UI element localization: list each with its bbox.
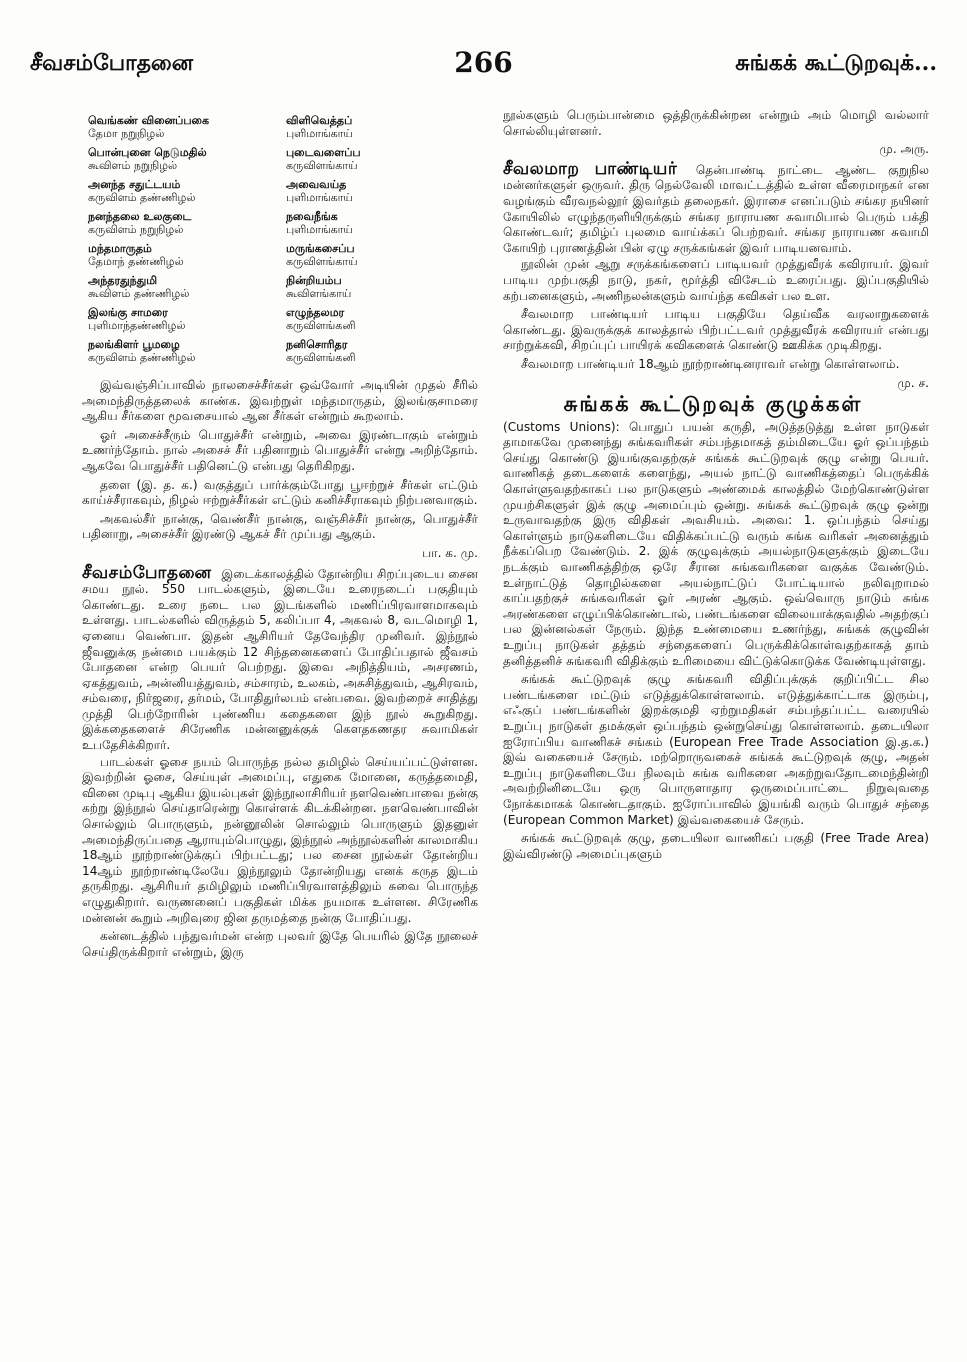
entry-jivasambodhanai bbox=[82, 562, 478, 754]
verse-cell bbox=[88, 242, 286, 268]
verse-cell bbox=[286, 306, 456, 332]
right-column bbox=[503, 108, 929, 1342]
verse-word: நனிசொரிதர bbox=[286, 338, 348, 351]
paragraph: இவ்வஞ்சிப்பாவில் நாலசைச்சீர்கள் ஒவ்வோர் அடியின் முதல் சீரில் அமைந்திருத்தலைக் காண்க. இவற்றுள் மந்தமாருதம், இலங்குசாமரை ஆகிய சீர்களை மூவசையால் ஆன சீர்கள் என்றும் கூறலாம். bbox=[82, 378, 478, 424]
paragraph: நூல்களும் பெரும்பான்மை ஒத்திருக்கின்றன என்றும் அம் மொழி வல்லார் சொல்லியுள்ளனர். bbox=[503, 108, 929, 138]
entry-heading: சீவலமாற பாண்டியர் bbox=[503, 158, 678, 179]
verse-pattern: கருவிளம் தண்ணிழல் bbox=[88, 351, 196, 364]
verse-pattern: கருவிளங்கனி bbox=[286, 351, 356, 364]
left-column bbox=[82, 108, 478, 1342]
verse-cell bbox=[88, 114, 286, 140]
verse-word: மருங்கசைப்ப bbox=[286, 242, 355, 255]
verse-cell bbox=[88, 210, 286, 236]
paragraph: கன்னடத்தில் பந்துவர்மன் என்ற புலவர் இதே பெயரில் இதே நூலைச் செய்திருக்கிறார் என்றும், இரு bbox=[82, 929, 478, 959]
verse-word: எழுந்தலமர bbox=[286, 306, 345, 319]
paragraph: சுங்கக் கூட்டுறவுக் குழு, தடையிலா வாணிகப் பகுதி (Free Trade Area) இவ்விரண்டு அமைப்புகளும் bbox=[503, 831, 929, 861]
verse-pattern: கூவிளம் தண்ணிழல் bbox=[88, 287, 190, 300]
paragraph: சீவலமாற பாண்டியர் 18ஆம் நூற்றாண்டினராவர் என்று கொள்ளலாம். bbox=[521, 356, 900, 371]
verse-cell bbox=[286, 178, 456, 204]
verse-pattern: புளிமாங்காய் bbox=[286, 223, 353, 236]
verse-pattern: கருவிளம் தண்ணிழல் bbox=[88, 191, 196, 204]
verse-pattern: கருவிளம் நறுநிழல் bbox=[88, 223, 184, 236]
verse-cell bbox=[286, 146, 456, 172]
verse-cell bbox=[286, 338, 456, 364]
entry-body: தென்பாண்டி நாட்டை ஆண்ட குறுநில மன்னர்களுள் ஒருவர். திரு நெல்வேலி மாவட்டத்தில் உள்ள வீரைமாநகர் என வழங்கும் வீரவநல்லூர் இவர்தம் தலைநகர். இராசை எனப்படும் சங்கர நயினர் கோயிலில் எழுந்தருளியிருக்கும் சங்கர நாராயண சுவாமிபால் பெரும் பக்தி கொண்டவர்; தமிழ்ப் புலமை வாய்க்கப் பெற்றவர். சங்கர நாராயண சுவாமி கோயிற் புராணத்தின் பின் ஏழு சருக்கங்கள் இவர் பாடியனவாம். bbox=[503, 162, 929, 255]
entry-sivalamara-pandiyar bbox=[503, 158, 929, 257]
header-right-title: சுங்கக் கூட்டுறவுக்... bbox=[735, 50, 937, 76]
verse-word: நனந்தலை உலகுடை bbox=[88, 210, 192, 223]
verse-table bbox=[82, 108, 478, 378]
verse-word: நலங்கிளர் பூமழை bbox=[88, 338, 180, 351]
verse-pattern: கூவிளங்காய் bbox=[286, 287, 352, 300]
paragraph: அகவல்சீர் நான்கு, வெண்சீர் நான்கு, வஞ்சிச்சீர் நான்கு, பொதுச்சீர் பதினாறு, அசைச்சீர் இரண்டு ஆகச் சீர் முப்பது ஆகும். bbox=[82, 511, 478, 542]
verse-pattern: கருவிளங்காய் bbox=[286, 159, 358, 172]
entry-body: இடைக்காலத்தில் தோன்றிய சிறப்புடைய சைன சமய நூல். 550 பாடல்களும், இடையே உரைநடைப் பகுதியும் கொண்டது. உரை நடை பல இடங்களில் மணிப்பிரவாளமாகவும் உள்ளது. பாடல்களில் விருத்தம் 5, கலிப்பா 4, அகவல் 8, வடமொழி 1, ஏனைய வெண்பா. இதன் ஆசிரியர் தேவேந்திர முனிவர். இந்நூல் ஜீவனுக்கு நன்மை பயக்கும் 12 சிந்தனைகளைப் போதிப்பதால் ஜீவசம் போதனை என்ற பெயர் பெற்றது. இவை அநித்தியம், அசரணம், ஏகத்துவம், அன்னியத்துவம், சம்சாரம், உலகம், அசுசித்துவம், ஆசிரவம், சம்வரை, நிர்ஜரை, தர்மம், போதிதுர்லபம் என்பவை. இவற்றைச் சாதித்து முத்தி பெற்றோரின் புண்ணிய கதைகளை இந் நூல் கூறுகிறது. இக்கதைகளைச் சிரேணிக மன்னனுக்குக் கௌதகணதர சுவாமிகள் உபதேசிக்கிறார். bbox=[82, 566, 478, 753]
verse-pattern: புளிமாங்காய் bbox=[286, 191, 353, 204]
verse-pattern: தேமா நறுநிழல் bbox=[88, 127, 165, 140]
verse-cell bbox=[88, 306, 286, 332]
verse-cell bbox=[88, 178, 286, 204]
verse-pattern: கருவிளங்காய் bbox=[286, 255, 358, 268]
author-initials: பா. க. மு. bbox=[422, 545, 478, 560]
page-number: 266 bbox=[454, 46, 513, 79]
verse-word: அந்தரதுந்துமி bbox=[88, 274, 158, 287]
verse-pattern: புளிமாந்தண்ணிழல் bbox=[88, 319, 186, 332]
verse-word: வெங்கண் வினைப்பகை bbox=[88, 114, 209, 127]
author-initials: மு. ச. bbox=[897, 375, 929, 390]
verse-cell bbox=[286, 242, 456, 268]
verse-cell bbox=[88, 274, 286, 300]
verse-pattern: கருவிளங்கனி bbox=[286, 319, 356, 332]
verse-word: நின்றியம்ப bbox=[286, 274, 342, 287]
verse-cell bbox=[88, 146, 286, 172]
verse-word: அனந்த சதுட்டயம் bbox=[88, 178, 181, 191]
entry-heading: சீவசம்போதனை bbox=[82, 562, 212, 583]
paragraph: சுங்கக் கூட்டுறவுக் குழு சுங்கவரி விதிப்புக்குக் குறிப்பிட்ட சில பண்டங்களை மட்டும் எடுத்துக்கொள்ளலாம். எடுத்துக்காட்டாக இரும்பு, எஃகுப் பண்டங்களின் இறக்குமதி ஏற்றுமதிகள் சம்பந்தப்பட்ட வரையில் உறுப்பு நாடுகள் தமக்குள் ஒப்பந்தம் ஒன்றுசெய்து கொள்ளலாம். தடையிலா ஐரோப்பிய வாணிகச் சங்கம் (European Free Trade Association இ.த.க.) இவ் வகையைச் சேரும். மற்றொருவகைச் சுங்கக் கூட்டுறவுக் குழு, அதன் உறுப்பு நாடுகளிடையே நிலவும் சுங்க வரிகளை அகற்றுவதோடமைந்தின்றி அவற்றினிடையே ஒரு பொருளாதார ஒருமைப்பாட்டை நிறுவுவதை நோக்கமாகக் கொண்டதாகும். ஐரோப்பாவில் இயங்கி வரும் பொதுச் சந்தை (European Common Market) இவ்வகையைச் சேரும். bbox=[503, 672, 929, 827]
paragraph: தளை (இ. த. க.) வகுத்துப் பார்க்கும்போது பூஈற்றுச் சீர்கள் எட்டும் காய்ச்சீராகவும், நிழல் ஈற்றுச்சீர்கள் எட்டும் கனிச்சீராகவும் நிற்பனவாகும். bbox=[82, 477, 478, 508]
running-header bbox=[30, 46, 937, 86]
paragraph: ஓர் அசைச்சீரும் பொதுச்சீர் என்றும், அவை இரண்டாகும் என்றும் உணர்ந்தோம். நால் அசைச் சீர் பதினாறும் பொதுச்சீர் என்று அறிந்தோம். ஆகவே பொதுச்சீர் பதினெட்டு என்பது தெரிகிறது. bbox=[82, 427, 478, 473]
verse-word: விளிவெத்தப் bbox=[286, 114, 353, 127]
verse-word: இலங்கு சாமரை bbox=[88, 306, 168, 319]
verse-pattern: புளிமாங்காய் bbox=[286, 127, 353, 140]
verse-pattern: கூவிளம் நறுநிழல் bbox=[88, 159, 178, 172]
entry-heading: சுங்கக் கூட்டுறவுக் குழுக்கள் bbox=[563, 392, 863, 417]
author-initials: மு. அரு. bbox=[879, 142, 929, 157]
verse-cell bbox=[286, 210, 456, 236]
paragraph: பாடல்கள் ஓசை நயம் பொருந்த நல்ல தமிழில் செய்யப்பட்டுள்ளன. இவற்றின் ஓசை, செய்யுள் அமைப்பு, எதுகை மோனை, கருத்தமைதி, வினை முடிபு ஆகிய இயல்புகள் இந்நூலாசிரியர் நளவெண்பாவை நன்கு கற்று இந்நூல் செய்தாரென்று கொள்ளக் கிடக்கின்றன. நளவெண்பாவின் சொல்லும் பொருளும், நன்னூலின் சொல்லும் பொருளும் இதனுள் அமைந்திருப்பதை ஆராயும்பொழுது, இந்நூல் அந்நூல்களின் காலமாகிய 18ஆம் நூற்றாண்டுக்குப் பிற்பட்டது; பல சைன நூல்கள் தோன்றிய 14ஆம் நூற்றாண்டிலேயே இந்நூலும் தோன்றியது எனக் கருத இடம் தருகிறது. ஆசிரியர் தமிழிலும் மணிப்பிரவாளத்திலும் சுவை பொருந்த எழுதுகிறார். வருணனைப் பகுதிகள் மிக்க நயமாக உள்ளன. சிரேணிக மன்னன் கூறும் அறிவுரை ஜின தருமத்தை நன்கு போதிப்பது. bbox=[82, 754, 478, 925]
header-left-title: சீவசம்போதனை bbox=[30, 50, 194, 76]
verse-cell bbox=[286, 114, 456, 140]
verse-word: நவைநீங்க bbox=[286, 210, 338, 223]
entry-customs-unions-heading-wrap bbox=[503, 392, 929, 417]
paragraph: சீவலமாற பாண்டியர் பாடிய பகுதியே தெய்வீக வரலாறுகளைக் கொண்டது. இவருக்குக் காலத்தால் பிற்பட்டவர் முத்துவீரக் கவிராயர் என்பது சாற்றுக்கவி, சிறப்புப் பாயிரக் கவிகளைக் கொண்டு ஊகிக்க முடிகிறது. bbox=[503, 307, 929, 353]
paragraph: நூலின் முன் ஆறு சருக்கங்களைப் பாடியவர் முத்துவீரக் கவிராயர். இவர் பாடிய முற்பகுதி நாடு, நகர், மூர்த்தி விசேடம் உரைப்பது. இப்பகுதியில் கற்பனைகளும், அணிநலன்களும் வாய்ந்த கவிகள் பல உள. bbox=[503, 257, 929, 303]
verse-word: மந்தமாருதம் bbox=[88, 242, 152, 255]
verse-word: அவைவய்த bbox=[286, 178, 347, 191]
verse-word: புடைவளைப்ப bbox=[286, 146, 361, 159]
verse-pattern: தேமாந் தண்ணிழல் bbox=[88, 255, 184, 268]
verse-word: பொன்புனை நெடுமதில் bbox=[88, 146, 207, 159]
entry-body: (Customs Unions): பொதுப் பயன் கருதி, அடுத்தடுத்து உள்ள நாடுகள் தாமாகவே முனைந்து சுங்கவரிகள் சம்பந்தமாகத் தம்மிடையே ஓர் ஒப்பந்தம் செய்து கொண்டு இயங்குவதற்குச் சுங்கக் கூட்டுறவுக் குழு என்று பெயர். வாணிகத் தடைகளைக் களைந்து, அயல் நாட்டு வாணிகத்தைப் பெருக்கிக் கொள்ளுவதற்காகப் பல நாடுகளும் அண்மைக் காலத்தில் மேற்கொண்டுள்ள முயற்சிகளுள் இக் குழு அமைப்பும் ஒன்று. சுங்கக் கூட்டுறவுக் குழு ஒன்று உருவாவதற்கு இரு விதிகள் அவசியம். அவை: 1. ஒப்பந்தம் செய்து கொள்ளும் நாடுகளிடையே விதிக்கப்பட்டு வரும் சுங்க வரிகள் அனைத்தும் நீக்கப்பெற வேண்டும். 2. இக் குழுவுக்கும் அயல்நாடுகளுக்கும் இடையே நடக்கும் வாணிகத்திற்கு ஒரே சீரான சுங்கவரிகளை வகுக்க வேண்டும். உள்நாட்டுத் தொழில்களை அயல்நாட்டுப் போட்டியால் நலிவுறாமல் காப்பதற்குச் சுங்கவரிகள் ஓர் அரண் ஆகும். ஒவ்வொரு நாடும் சுங்க அரண்களை எழுப்பிக்கொண்டால், பண்டங்களை விலையாக்குவதில் அதற்குப் பல இன்னல்கள் நேரும். இந்த உண்மையை உணர்ந்து, சுங்கக் குழுவின் உறுப்பு நாடுகள் தத்தம் சந்தைகளைப் பெருக்கிக்கொள்வதற்காகத் தாம் தனித்தனிச் சுங்கவரி விதிக்கும் உரிமையை விட்டுக்கொடுக்க வேண்டியுள்ளது. bbox=[503, 419, 929, 668]
verse-cell bbox=[88, 338, 286, 364]
verse-cell bbox=[286, 274, 456, 300]
